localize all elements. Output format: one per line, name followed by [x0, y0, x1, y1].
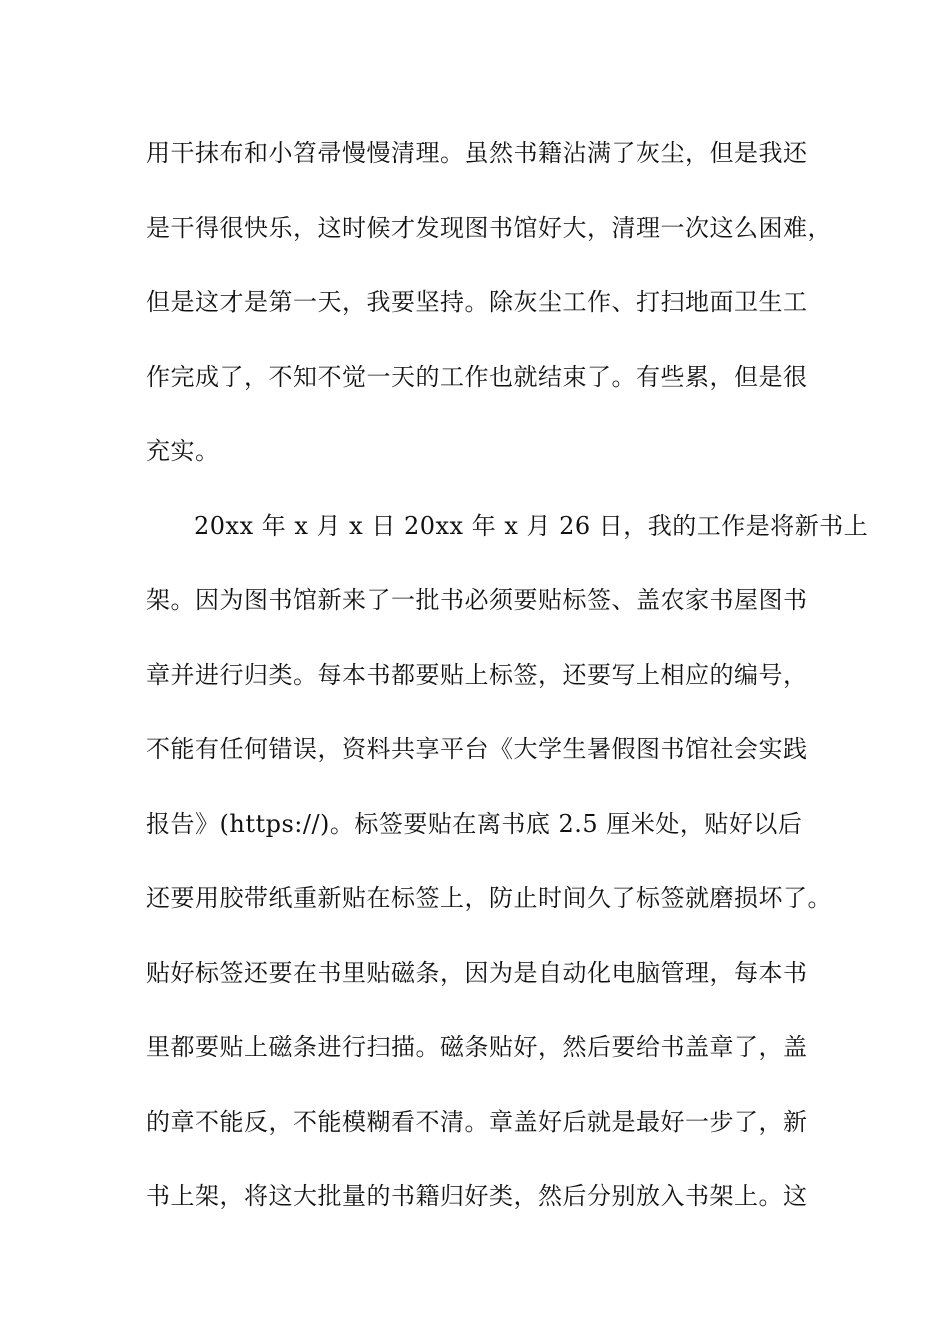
text-line: 作完成了，不知不觉一天的工作也就结束了。有些累，但是很 — [146, 362, 808, 391]
text-line: 但是这才是第一天，我要坚持。除灰尘工作、打扫地面卫生工 — [146, 288, 808, 316]
text-line: 不能有任何错误，资料共享平台《大学生暑假图书馆社会实践 — [146, 735, 808, 763]
text-line: 的章不能反，不能模糊看不清。章盖好后就是最好一步了，新 — [146, 1107, 808, 1136]
text-line: 贴好标签还要在书里贴磁条，因为是自动化电脑管理，每本书 — [146, 958, 808, 987]
paragraph-start-line: 20xx 年 x 月 x 日 20xx 年 x 月 26 日，我的工作是将新书上 — [194, 511, 869, 540]
text-line: 架。因为图书馆新来了一批书必须要贴标签、盖农家书屋图书 — [146, 586, 808, 614]
text-line: 用干抹布和小笤帚慢慢清理。虽然书籍沾满了灰尘，但是我还 — [146, 139, 808, 167]
text-line: 里都要贴上磁条进行扫描。磁条贴好，然后要给书盖章了，盖 — [146, 1033, 808, 1061]
text-line: 充实。 — [146, 437, 220, 465]
text-line: 书上架，将这大批量的书籍归好类，然后分别放入书架上。这 — [146, 1182, 808, 1210]
text-line: 报告》(https://)。标签要贴在离书底 2.5 厘米处，贴好以后 — [146, 809, 803, 838]
body-text — [146, 131, 869, 1249]
text-line: 还要用胶带纸重新贴在标签上，防止时间久了标签就磨损坏了。 — [146, 884, 832, 912]
text-line: 是干得很快乐，这时候才发现图书馆好大，清理一次这么困难， — [146, 213, 832, 242]
text-line: 章并进行归类。每本书都要贴上标签，还要写上相应的编号， — [146, 660, 808, 689]
